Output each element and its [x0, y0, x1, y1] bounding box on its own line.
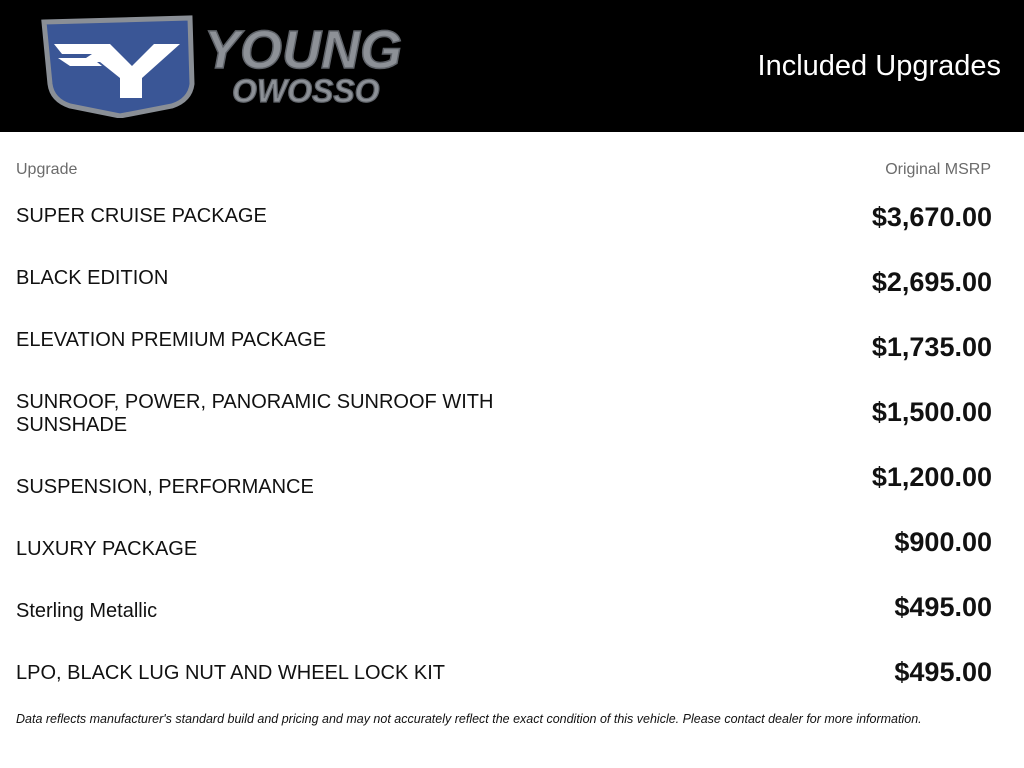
column-header-msrp: Original MSRP [885, 161, 991, 178]
disclaimer-text: Data reflects manufacturer's standard build and pricing and may not accurately reflect the exact condition of this vehicle. Please contact dealer for more information. [16, 712, 922, 726]
logo-text-line1: YOUNG [204, 20, 403, 80]
upgrade-price: $3,670.00 [871, 202, 992, 232]
upgrade-price: $2,695.00 [871, 267, 992, 297]
upgrade-price: $900.00 [894, 527, 992, 557]
upgrade-price: $495.00 [894, 592, 992, 622]
upgrade-name: LUXURY PACKAGE [16, 538, 198, 560]
upgrade-price: $1,200.00 [871, 462, 992, 492]
logo-text-line2: OWOSSO [232, 73, 380, 109]
upgrade-name: SUPER CRUISE PACKAGE [16, 205, 267, 227]
upgrade-price: $1,500.00 [871, 397, 992, 427]
header-bar [0, 0, 1024, 132]
column-header-upgrade: Upgrade [16, 161, 78, 178]
upgrade-name: SUSPENSION, PERFORMANCE [16, 476, 314, 498]
page-title: Included Upgrades [757, 50, 1001, 82]
upgrade-name: SUNROOF, POWER, PANORAMIC SUNROOF WITH SUNSHADE [16, 391, 494, 436]
upgrade-name: ELEVATION PREMIUM PACKAGE [16, 329, 327, 351]
upgrade-price: $495.00 [894, 657, 992, 687]
upgrade-name: LPO, BLACK LUG NUT AND WHEEL LOCK KIT [16, 662, 446, 684]
dealer-logo [40, 14, 510, 118]
upgrade-price: $1,735.00 [871, 332, 992, 362]
upgrade-name: Sterling Metallic [16, 600, 158, 622]
upgrade-name: BLACK EDITION [16, 267, 169, 289]
